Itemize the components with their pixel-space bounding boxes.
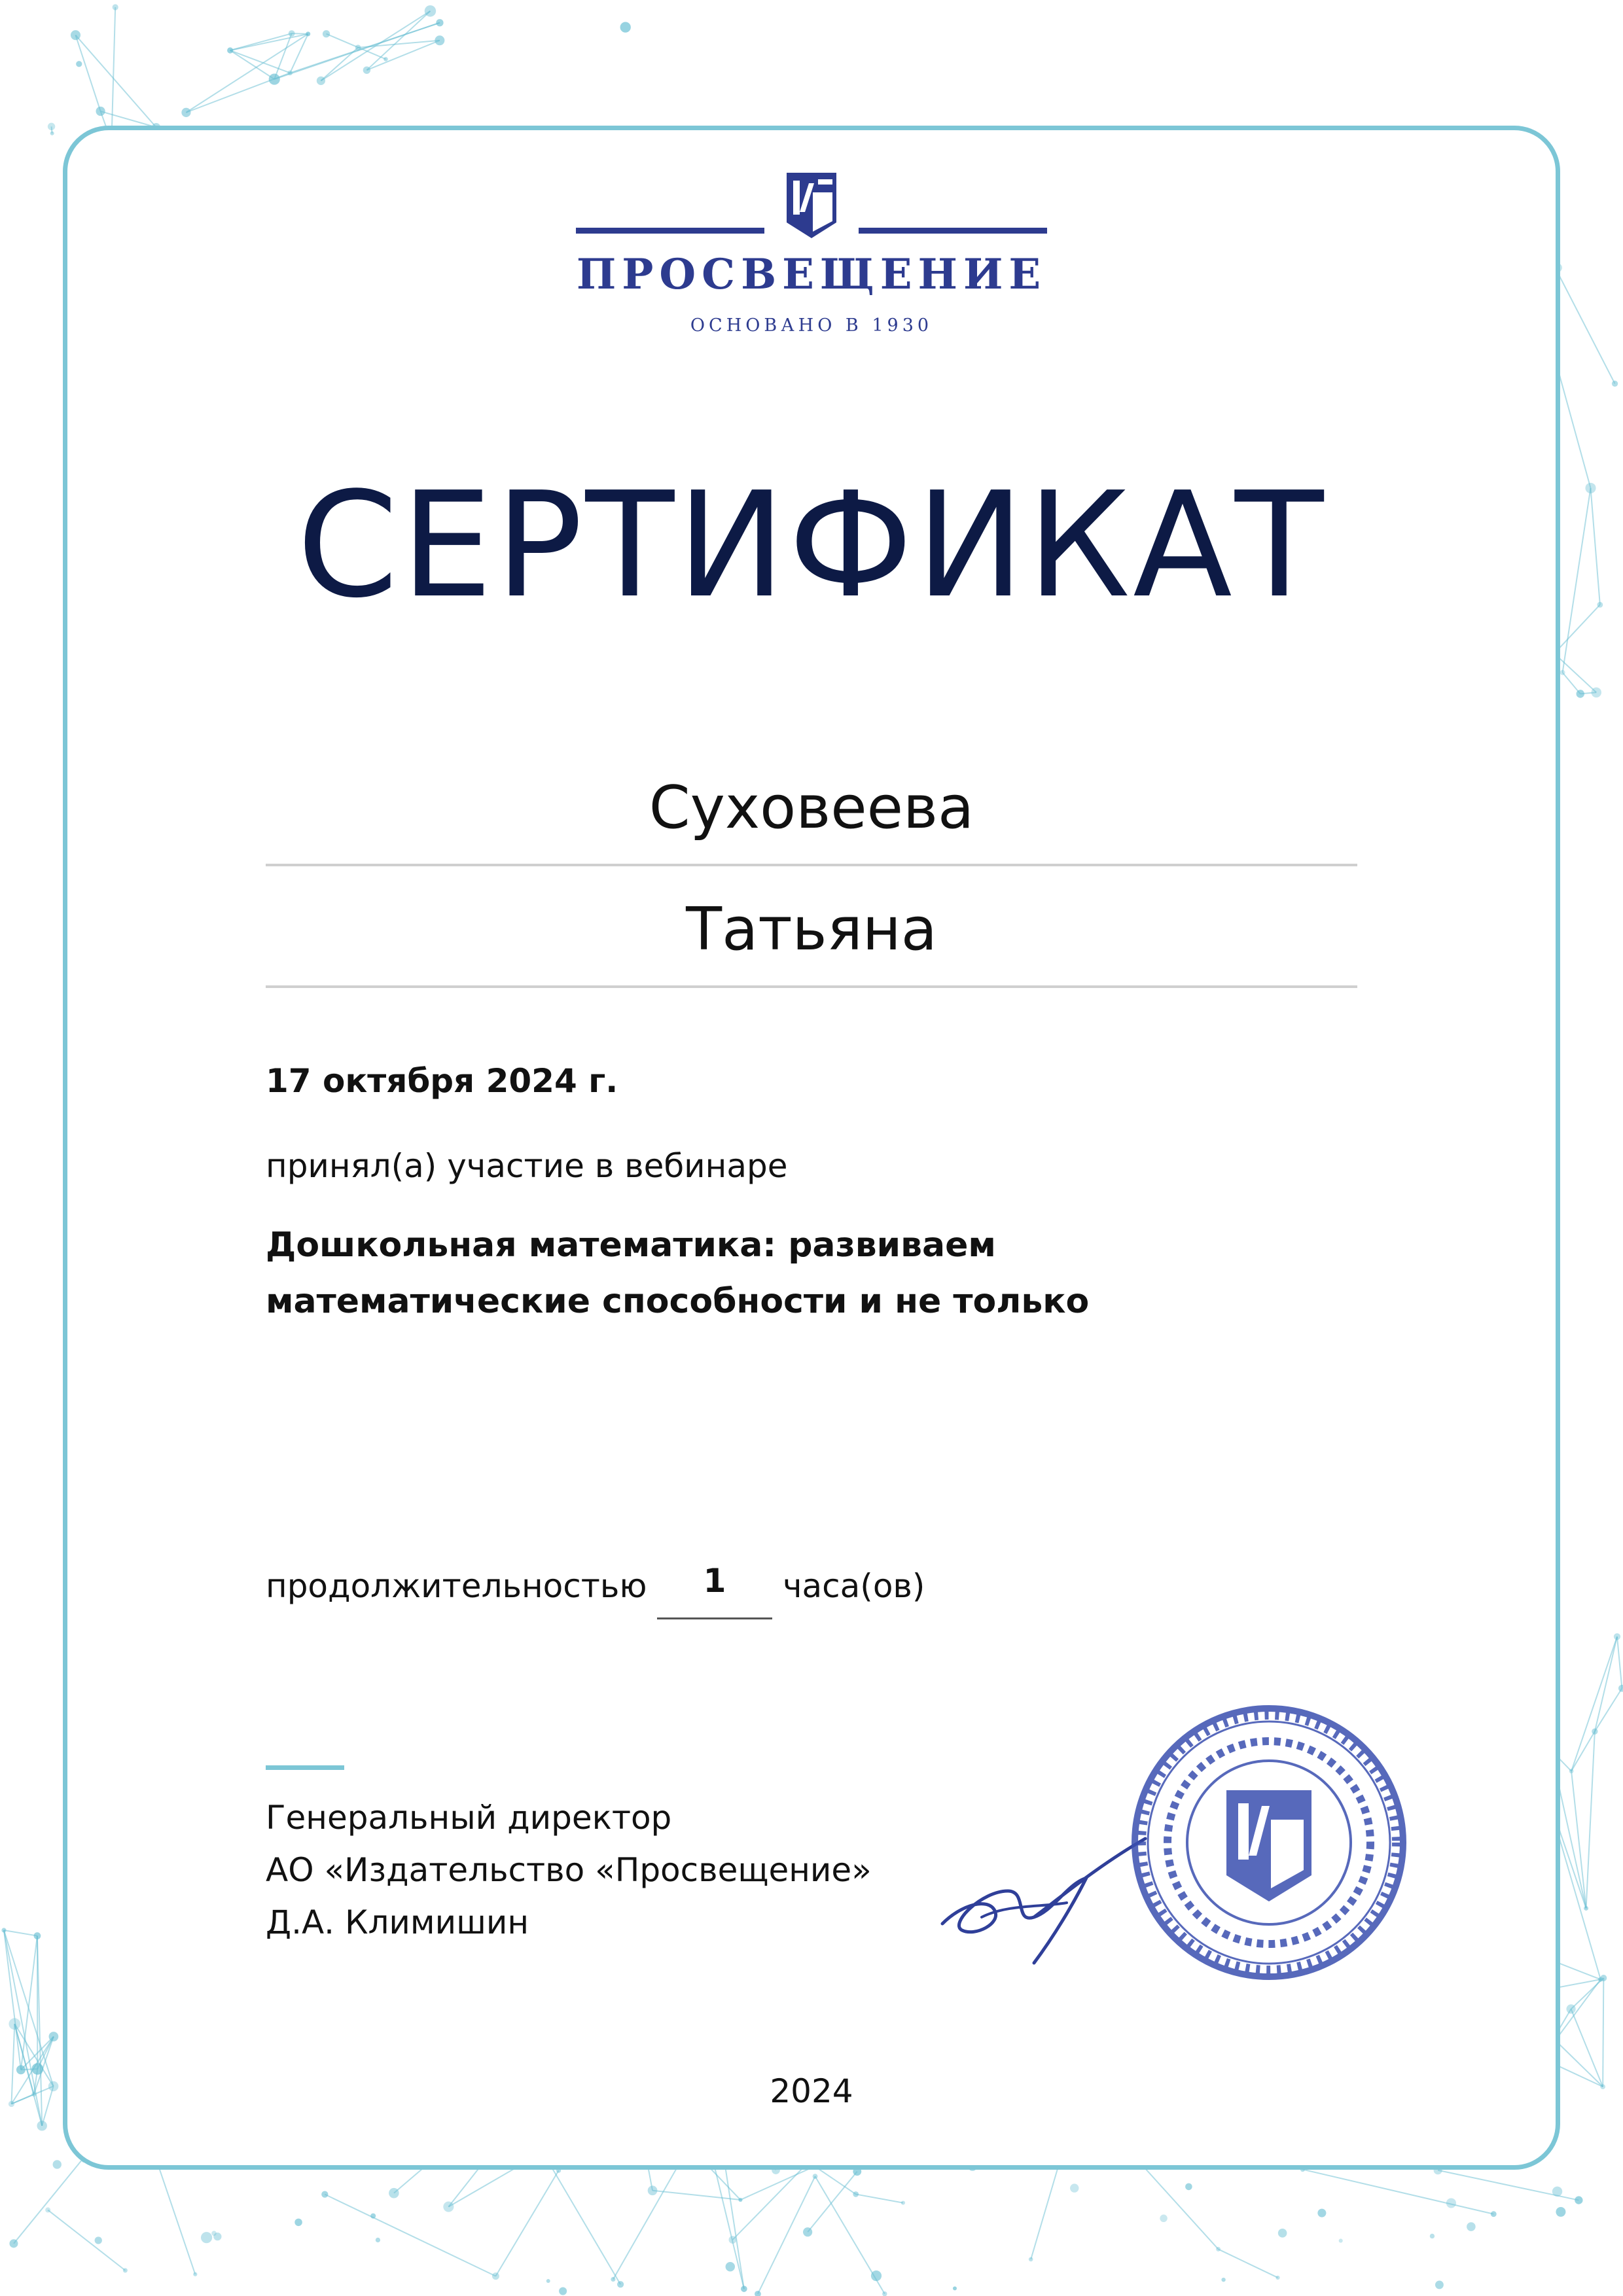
network-node	[1221, 2278, 1225, 2282]
network-node	[803, 2227, 812, 2236]
network-node	[1584, 1906, 1588, 1911]
network-node	[435, 35, 444, 45]
event-date: 17 октября 2024 г.	[266, 1062, 618, 1100]
network-line	[1617, 1636, 1622, 1688]
network-line	[21, 1936, 37, 2070]
network-node	[546, 2279, 550, 2283]
network-line	[75, 35, 156, 128]
network-node	[1556, 2207, 1565, 2217]
publisher-name: ПРОСВЕЩЕНИЕ	[576, 250, 1047, 299]
network-node	[1552, 2187, 1562, 2197]
network-node	[376, 2238, 380, 2242]
network-node	[1216, 2247, 1221, 2252]
network-node	[620, 22, 631, 32]
network-node	[1160, 2215, 1168, 2223]
network-node	[1566, 2004, 1575, 2013]
network-node	[853, 2191, 859, 2197]
network-node	[1491, 2211, 1497, 2217]
network-node	[726, 2262, 735, 2271]
network-node	[193, 2272, 197, 2276]
network-node	[321, 2191, 328, 2197]
network-node	[1275, 2276, 1279, 2280]
network-node	[1575, 2196, 1582, 2204]
network-node	[617, 2281, 624, 2287]
network-line	[4, 1930, 37, 1936]
duration-underline	[657, 1617, 772, 1619]
network-line	[358, 41, 440, 48]
signatory-organization: АО «Издательство «Просвещение»	[266, 1851, 872, 1889]
publisher-founded: ОСНОВАНО В 1930	[690, 315, 933, 336]
network-node	[492, 2272, 499, 2280]
network-node	[1070, 2183, 1079, 2192]
network-line	[325, 2195, 495, 2276]
network-node	[813, 2174, 818, 2179]
network-node	[1278, 2229, 1287, 2238]
name-underline-1	[266, 864, 1357, 866]
network-line	[321, 48, 358, 81]
network-node	[1560, 670, 1565, 675]
network-node	[76, 61, 82, 67]
logo-rule-right	[859, 228, 1047, 234]
network-node	[1029, 2257, 1033, 2262]
network-line	[652, 2191, 740, 2200]
network-node	[289, 30, 295, 37]
network-node	[201, 2232, 212, 2243]
network-node	[269, 74, 280, 85]
ip-emblem-icon	[780, 166, 843, 242]
network-node	[755, 2291, 761, 2296]
network-node	[227, 47, 233, 53]
network-node	[1467, 2222, 1476, 2231]
network-line	[1219, 2249, 1278, 2278]
signatory-name: Д.А. Климишин	[266, 1903, 529, 1941]
network-node	[306, 31, 310, 36]
network-node	[383, 57, 388, 62]
network-node	[9, 2239, 18, 2248]
network-node	[96, 107, 105, 116]
network-line	[1551, 259, 1615, 383]
network-node	[741, 2286, 747, 2292]
duration-suffix: часа(ов)	[783, 1567, 925, 1605]
participation-text: принял(а) участие в вебинаре	[266, 1147, 788, 1185]
network-node	[1612, 381, 1618, 387]
network-node	[1317, 2209, 1326, 2217]
network-node	[738, 2198, 742, 2202]
network-line	[1586, 1731, 1595, 1908]
webinar-topic-line-1: Дошкольная математика: развиваем	[266, 1226, 996, 1265]
recipient-first-name: Татьяна	[686, 895, 937, 964]
network-line	[856, 2194, 903, 2202]
certificate-year: 2024	[770, 2072, 853, 2110]
network-line	[366, 11, 430, 70]
network-line	[1595, 1688, 1622, 1731]
recipient-last-name: Суховеева	[649, 773, 974, 842]
network-node	[953, 2286, 957, 2290]
official-stamp	[1122, 1699, 1416, 1987]
network-node	[648, 2185, 658, 2195]
duration-prefix: продолжительностью	[266, 1567, 647, 1605]
network-line	[1595, 1636, 1617, 1731]
network-node	[181, 108, 190, 117]
network-line	[808, 2172, 857, 2233]
network-node	[370, 2214, 376, 2219]
network-node	[611, 2277, 615, 2282]
network-node	[294, 2219, 302, 2227]
network-node	[1430, 2234, 1435, 2238]
network-node	[95, 2236, 102, 2244]
network-node	[1339, 2238, 1343, 2242]
network-node	[211, 2231, 217, 2236]
network-node	[50, 132, 54, 135]
network-node	[123, 2268, 128, 2272]
webinar-topic-line-2: математические способности и не только	[266, 1282, 1090, 1321]
network-node	[443, 2202, 454, 2212]
signatory-position: Генеральный директор	[266, 1799, 672, 1837]
certificate-title: СЕРТИФИКАТ	[296, 461, 1327, 630]
name-underline-2	[266, 985, 1357, 988]
network-line	[1031, 2165, 1059, 2259]
network-node	[559, 2287, 567, 2295]
network-line	[495, 2170, 558, 2276]
network-node	[45, 2208, 50, 2213]
logo-rule-left	[576, 228, 764, 234]
signatory-accent-bar	[266, 1765, 344, 1770]
network-node	[113, 4, 118, 10]
network-node	[1618, 1685, 1623, 1692]
network-node	[1569, 1769, 1574, 1773]
network-line	[111, 7, 115, 142]
network-line	[4, 1930, 21, 2070]
network-line	[101, 111, 156, 127]
network-node	[323, 30, 330, 37]
network-node	[1185, 2183, 1192, 2191]
publisher-logo	[576, 164, 1047, 347]
network-line	[815, 2176, 885, 2294]
network-node	[53, 2160, 62, 2168]
network-node	[436, 19, 443, 26]
network-line	[48, 2210, 125, 2270]
network-node	[355, 44, 361, 50]
network-node	[37, 2121, 46, 2130]
network-node	[1600, 1975, 1607, 1981]
network-node	[425, 5, 436, 16]
duration-value: 1	[703, 1562, 726, 1600]
network-line	[75, 35, 100, 111]
network-node	[901, 2200, 905, 2204]
signature-image	[936, 1826, 1152, 1983]
network-node	[1435, 2280, 1444, 2289]
network-node	[389, 2188, 399, 2199]
network-node	[363, 66, 370, 73]
network-node	[1591, 688, 1601, 698]
